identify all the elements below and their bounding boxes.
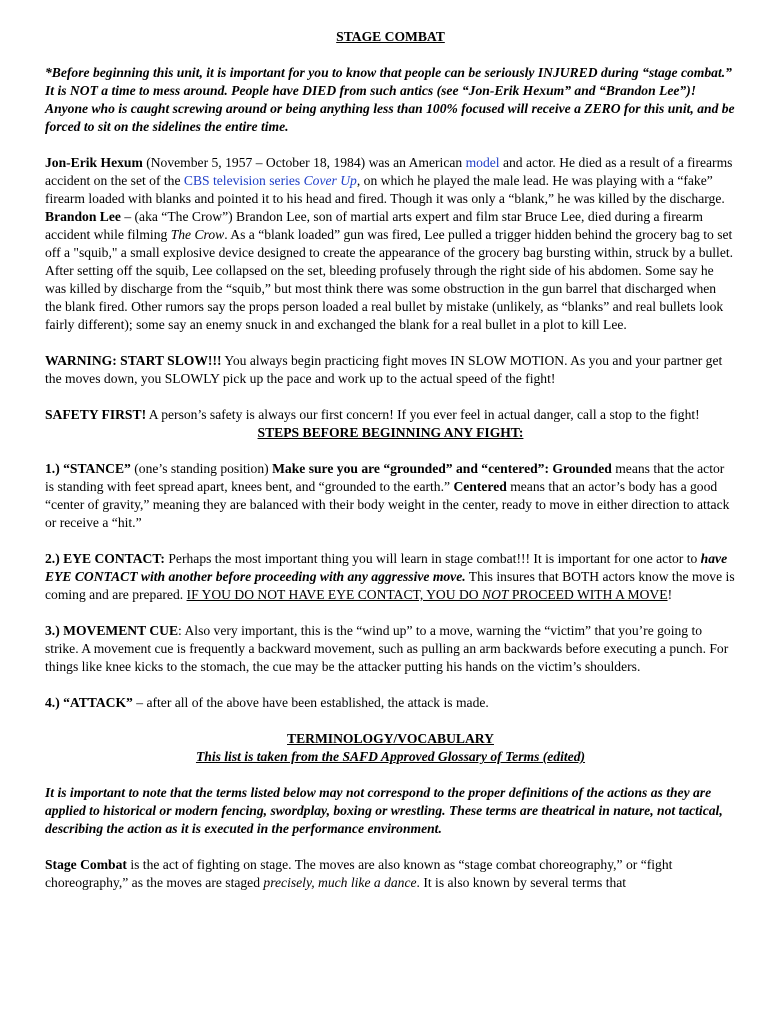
stage-combat-definition	[45, 856, 736, 892]
terminology-heading: TERMINOLOGY/VOCABULARY	[287, 731, 494, 746]
start-slow-label: WARNING: START SLOW!!!	[45, 353, 222, 368]
hexum-text-3: , on which he played the male lead. He was playing with a “fake” firearm loaded with blanks and pointed it to his head and fired. Though it was only a “blank,” he was killed by the discharge.	[45, 173, 725, 206]
step-2-emphasis: have EYE CONTACT with another before proceeding with any aggressive move.	[45, 551, 728, 584]
step-2-underline-2: PROCEED WITH A MOVE	[508, 587, 668, 602]
step-4-paragraph	[45, 694, 736, 712]
step-1-text-1: (one’s standing position)	[130, 461, 273, 476]
cover-up-link[interactable]: Cover Up	[303, 173, 357, 188]
stage-combat-italic: precisely, much like a dance	[263, 875, 417, 890]
safety-warning-part-a: *Before beginning this unit, it is important for you to know that people can be seriously INJURED during “stage combat.” It is NOT a time to mess around. People have DIED from such antics (see “Jon-Erik Hexum” and “Brandon Lee”)!	[45, 65, 732, 98]
step-1-text-3: means that an actor’s body has a good “center of gravity,” meaning they are balanced with their body weight in the center, ready to move in either direction to attack or receive a “hit.”	[45, 479, 730, 530]
safety-first-paragraph	[45, 406, 736, 424]
hexum-paragraph	[45, 154, 736, 208]
stage-combat-term: Stage Combat	[45, 857, 127, 872]
lee-name: Brandon Lee	[45, 209, 121, 224]
model-link[interactable]: model	[465, 155, 500, 170]
lee-text-2: . As a “blank loaded” gun was fired, Lee pulled a trigger hidden behind the grocery bag to set off a "squib," a small explosive device designed to create the appearance of the grocery bag bursting within, struck by a bullet. After setting off the squib, Lee collapsed on the set, bleeding profusely through the right side of his abdomen. Some say he was killed by discharge from the “squib,” but most think there was some obstruction in the gun barrel that discharged when the blank fired. Other rumors say the props person loaded a real bullet by mistake (unlikely, as “blanks” and real bullets look fairly different); some say an enemy snuck in and exchanged the blank for a real bullet in a plot to kill Lee.	[45, 227, 734, 332]
step-1-bold-1: Make sure you are “grounded” and “centered”: Grounded	[272, 461, 612, 476]
step-1-label: 1.) “STANCE”	[45, 461, 131, 476]
step-2-underline-1: IF YOU DO NOT HAVE EYE CONTACT, YOU DO	[186, 587, 482, 602]
lee-text-1: – (aka “The Crow”) Brandon Lee, son of martial arts expert and film star Bruce Lee, died during a firearm accident while filming	[45, 209, 703, 242]
safety-first-label: SAFETY FIRST!	[45, 407, 147, 422]
step-1-text-2: means that the actor is standing with feet spread apart, knees bent, and “grounded to the earth.”	[45, 461, 725, 494]
step-2-text-1: Perhaps the most important thing you will learn in stage combat!!! It is important for one actor to	[164, 551, 701, 566]
cbs-link[interactable]: CBS television series	[183, 173, 304, 188]
start-slow-text: You always begin practicing fight moves IN SLOW MOTION. As you and your partner get the moves down, you SLOWLY pick up the pace and work up to the actual speed of the fight!	[45, 353, 723, 386]
lee-film-title: The Crow	[170, 227, 225, 242]
step-3-text: : Also very important, this is the “wind up” to a move, warning the “victim” that you’re going to strike. A movement cue is frequently a backward movement, such as pulling an arm backwards before executing a punch. For things like knee kicks to the stomach, the cue may be the attacker putting his hands on the victim’s shoulders.	[45, 623, 729, 674]
step-2-paragraph	[45, 550, 736, 604]
start-slow-paragraph	[45, 352, 736, 388]
step-2-text-2: This insures that BOTH actors know the move is coming and are prepared.	[45, 569, 735, 602]
safety-warning-part-b: Anyone who is caught screwing around or being anything less than 100% focused will receive a ZERO for this unit, and be forced to sit on the sidelines the entire time.	[45, 101, 735, 134]
step-2-label: 2.) EYE CONTACT:	[45, 551, 165, 566]
hexum-name: Jon-Erik Hexum	[45, 155, 143, 170]
stage-combat-text-1: is the act of fighting on stage. The moves are also known as “stage combat choreography,” or “fight choreography,” as the moves are staged	[45, 857, 673, 890]
step-3-label: 3.) MOVEMENT CUE	[45, 623, 179, 638]
steps-heading: STEPS BEFORE BEGINNING ANY FIGHT:	[257, 425, 524, 440]
step-4-text: – after all of the above have been established, the attack is made.	[132, 695, 489, 710]
step-2-text-3: !	[667, 587, 673, 602]
hexum-text-2: and actor. He died as a result of a firearms accident on the set of the	[45, 155, 733, 188]
step-4-label: 4.) “ATTACK”	[45, 695, 133, 710]
terminology-note: It is important to note that the terms listed below may not correspond to the proper definitions of the actions as they are applied to historical or modern fencing, swordplay, boxing or wrestling. These terms are theatrical in nature, not tactical, describing the action as it is executed in the performance environment.	[45, 785, 723, 836]
step-3-paragraph	[45, 622, 736, 676]
stage-combat-text-2: . It is also known by several terms that	[416, 875, 627, 890]
step-1-bold-2: Centered	[453, 479, 507, 494]
hexum-text-1: (November 5, 1957 – October 18, 1984) was an American	[142, 155, 466, 170]
page-title: STAGE COMBAT	[336, 29, 445, 44]
lee-paragraph	[45, 208, 736, 334]
terminology-subheading: This list is taken from the SAFD Approved Glossary of Terms (edited)	[195, 749, 586, 764]
safety-warning-paragraph	[45, 64, 736, 136]
safety-first-text: A person’s safety is always our first concern! If you ever feel in actual danger, call a stop to the fight!	[146, 407, 700, 422]
step-1-paragraph	[45, 460, 736, 532]
step-2-underline-not: NOT	[482, 587, 509, 602]
